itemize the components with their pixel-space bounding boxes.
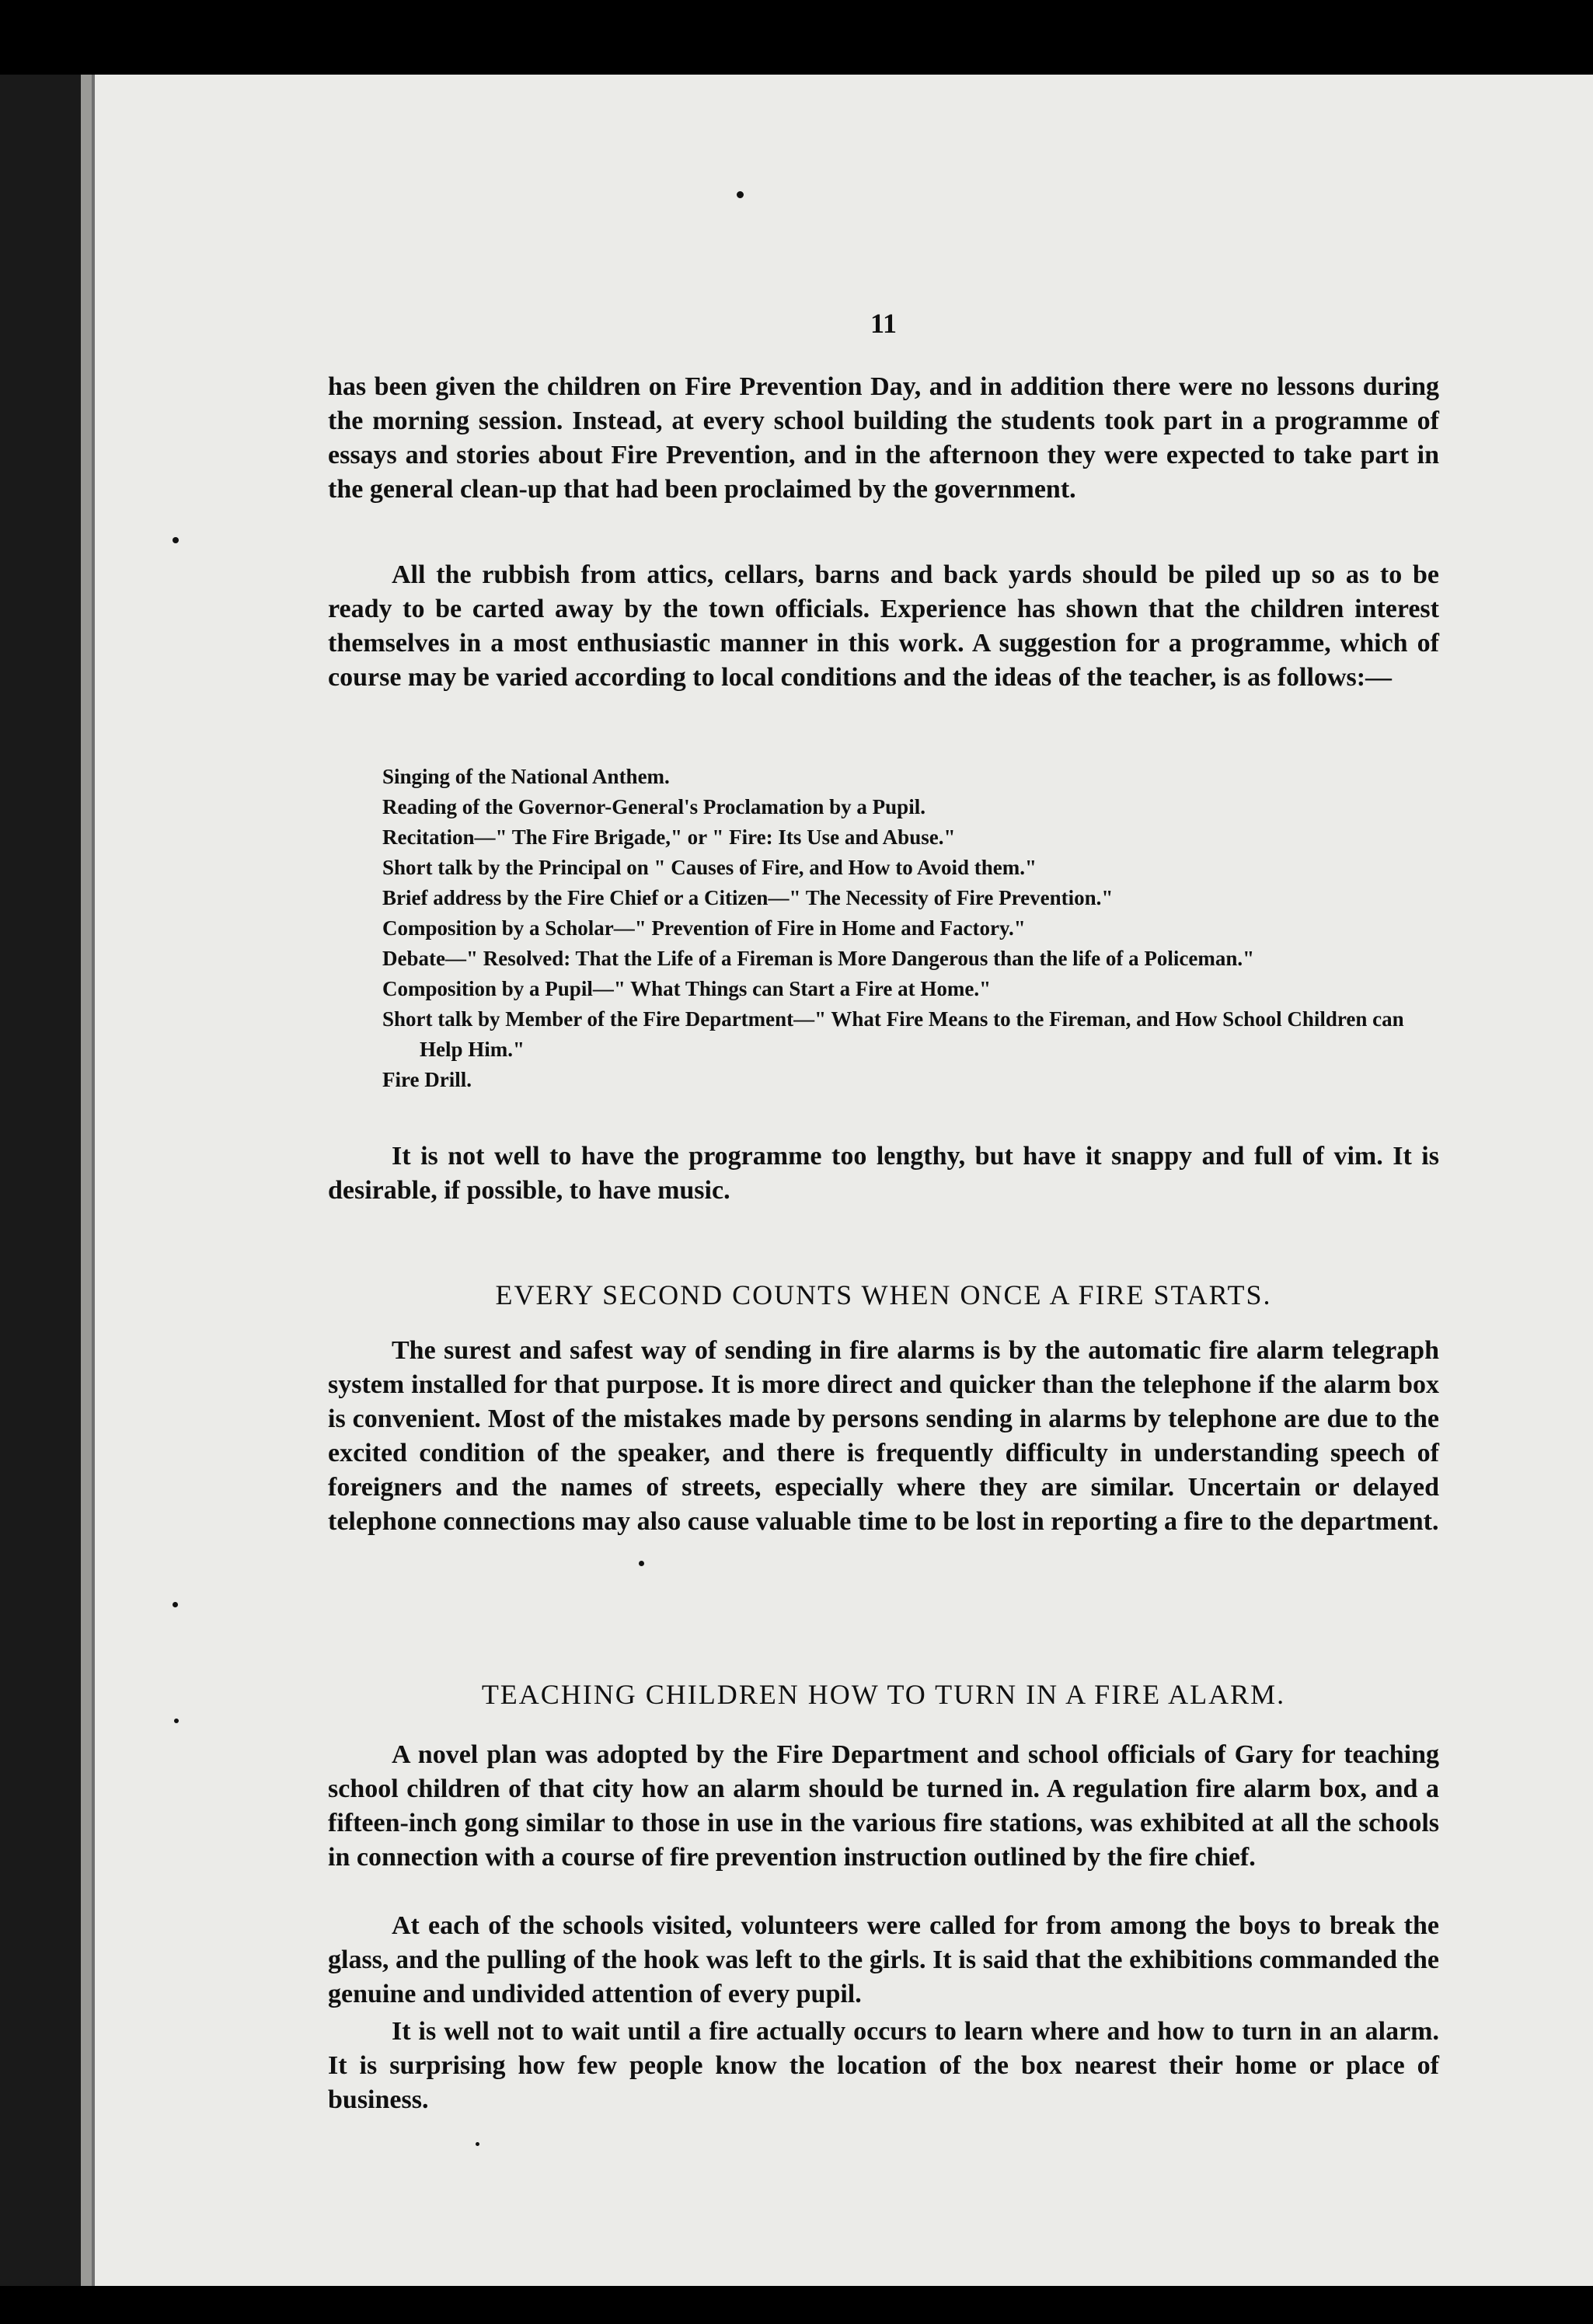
specks bbox=[173, 1602, 178, 1607]
specks bbox=[639, 1561, 644, 1566]
programme-item: Short talk by the Principal on " Causes of Fire, and How to Avoid them." bbox=[382, 856, 1037, 879]
section-heading-every-second: EVERY SECOND COUNTS WHEN ONCE A FIRE STARTS. bbox=[495, 1279, 1272, 1310]
programme-item: Debate—" Resolved: That the Life of a Fireman is More Dangerous than the life of a Policeman." bbox=[382, 947, 1255, 970]
programme-item: Brief address by the Fire Chief or a Citizen—" The Necessity of Fire Prevention." bbox=[382, 886, 1114, 909]
section-heading-teaching-children: TEACHING CHILDREN HOW TO TURN IN A FIRE ALARM. bbox=[481, 1679, 1286, 1710]
rubbish-paragraph: All the rubbish from attics, cellars, barns and back yards should be piled up so as to be ready to be carted away by the town officials. Experience has shown that the children interest themselves in a most enthusiastic manner in this work. A suggestion for a programme, which of course may be varied according to local conditions and the ideas of the teacher, is as follows:— bbox=[328, 560, 1439, 692]
programme-list bbox=[382, 762, 1439, 1095]
left-page-edge bbox=[81, 75, 92, 2286]
programme-item: Fire Drill. bbox=[382, 1068, 472, 1091]
specks bbox=[173, 537, 179, 543]
gary-plan-paragraph: A novel plan was adopted by the Fire Department and school officials of Gary for teaching school children of that city how an alarm should be turned in. A regulation fire alarm box, and a fifteen-inch gong similar to those in use in the various fire stations, was exhibited at all the schools in connection with a course of fire prevention instruction outlined by the fire chief. bbox=[328, 1740, 1439, 1872]
specks bbox=[737, 191, 744, 198]
left-page-gutter bbox=[0, 75, 92, 2286]
volunteers-paragraph: At each of the schools visited, volunteers were called for from among the boys to break the glass, and the pulling of the hook was left to the girls. It is said that the exhibitions commanded the genuine and undivided attention of every pupil. bbox=[328, 1911, 1439, 2008]
programme-item: Short talk by Member of the Fire Department—" What Fire Means to the Fireman, and How School Children can Help Him." bbox=[382, 1007, 1404, 1061]
intro-paragraph: has been given the children on Fire Prevention Day, and in addition there were no lessons during the morning session. Instead, at every school building the students took part in a programme of essays and stories about Fire Prevention, and in the afternoon they were expected to take part in the general clean-up that had been proclaimed by the government. bbox=[328, 372, 1439, 504]
closing-paragraph: It is not well to have the programme too lengthy, but have it snappy and full of vim. It is desirable, if possible, to have music. bbox=[328, 1142, 1439, 1205]
programme-item: Reading of the Governor-General's Proclamation by a Pupil. bbox=[382, 795, 925, 818]
programme-item: Composition by a Pupil—" What Things can Start a Fire at Home." bbox=[382, 977, 992, 1000]
specks bbox=[476, 2142, 479, 2146]
alarm-location-paragraph: It is well not to wait until a fire actually occurs to learn where and how to turn in an alarm. It is surprising how few people know the location of the box nearest their home or place of business. bbox=[328, 2017, 1439, 2114]
page-number: 11 bbox=[870, 308, 897, 339]
programme-item: Recitation—" The Fire Brigade," or " Fire: Its Use and Abuse." bbox=[382, 825, 956, 849]
fire-alarm-paragraph: The surest and safest way of sending in fire alarms is by the automatic fire alarm telegraph system installed for that purpose. It is more direct and quicker than the telephone if the alarm box is convenient. Most of the mistakes made by persons sending in alarms by telephone are due to the excited condition of the speaker, and there is frequently difficulty in understanding speech of foreigners and the names of streets, especially where they are similar. Uncertain or delayed telephone connections may also cause valuable time to be lost in reporting a fire to the department. bbox=[328, 1336, 1439, 1536]
programme-item: Singing of the National Anthem. bbox=[382, 765, 670, 788]
specks bbox=[174, 1719, 179, 1723]
document-page bbox=[92, 75, 1593, 2286]
programme-item: Composition by a Scholar—" Prevention of Fire in Home and Factory." bbox=[382, 916, 1026, 940]
